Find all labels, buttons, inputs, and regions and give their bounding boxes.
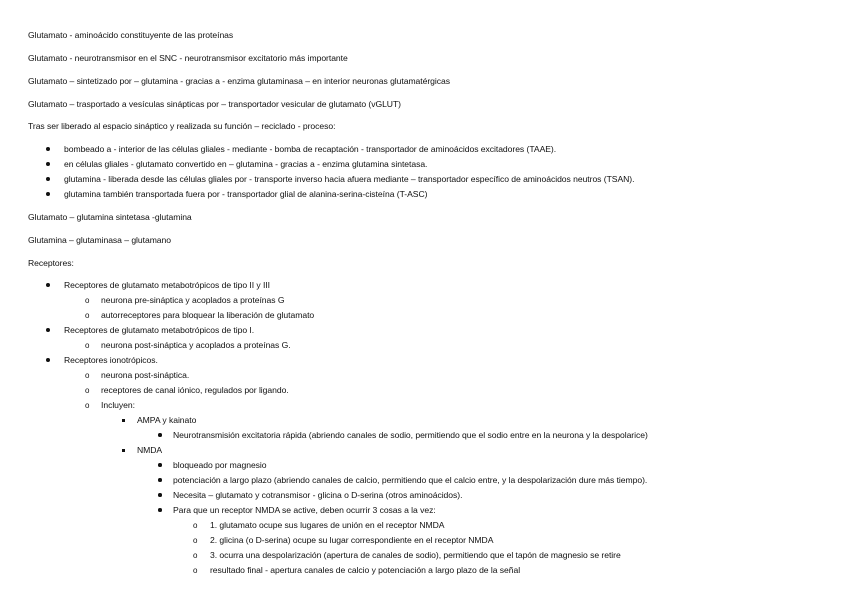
circle-bullet: o [85, 371, 90, 380]
paragraph: Glutamato - neurotransmisor en el SNC - neurotransmisor excitatorio más importante [28, 53, 348, 63]
bullet-dot [46, 147, 50, 151]
circle-bullet: o [85, 401, 90, 410]
list-item: neurona pre-sináptica y acoplados a proteínas G [101, 295, 285, 305]
paragraph: Glutamato – trasportado a vesículas sinápticas por – transportador vesicular de glutamato (vGLUT) [28, 99, 401, 109]
bullet-dot [158, 493, 162, 497]
list-item: bloqueado por magnesio [173, 460, 267, 470]
bullet-dot [46, 162, 50, 166]
paragraph: Glutamato - aminoácido constituyente de las proteínas [28, 30, 234, 40]
paragraph: Glutamato – glutamina sintetasa -glutamina [28, 212, 192, 222]
square-bullet [122, 419, 125, 422]
bullet-dot [46, 177, 50, 181]
list-item: en células gliales - glutamato convertido en – glutamina - gracias a - enzima glutamina sintetasa. [64, 159, 428, 169]
list-item: Receptores de glutamato metabotrópicos de tipo I. [64, 325, 255, 335]
circle-bullet: o [85, 296, 90, 305]
circle-bullet: o [193, 521, 198, 530]
paragraph: Tras ser liberado al espacio sináptico y realizada su función – reciclado - proceso: [28, 121, 336, 131]
bullet-dot [158, 508, 162, 512]
bullet-dot [158, 478, 162, 482]
circle-bullet: o [193, 566, 198, 575]
list-item: receptores de canal iónico, regulados por ligando. [101, 385, 289, 395]
circle-bullet: o [85, 341, 90, 350]
list-item: Incluyen: [101, 400, 135, 410]
list-item: Para que un receptor NMDA se active, deben ocurrir 3 cosas a la vez: [173, 505, 436, 515]
bullet-dot [158, 463, 162, 467]
list-item: 2. glicina (o D-serina) ocupe su lugar correspondiente en el receptor NMDA [210, 535, 494, 545]
list-item: Receptores de glutamato metabotrópicos de tipo II y III [64, 280, 271, 290]
list-item: neurona post-sináptica y acoplados a proteínas G. [101, 340, 291, 350]
list-item: Neurotransmisión excitatoria rápida (abriendo canales de sodio, permitiendo que el sodio entre en la neurona y la despolarice) [173, 430, 648, 440]
circle-bullet: o [193, 536, 198, 545]
list-item: AMPA y kainato [137, 415, 197, 425]
square-bullet [122, 449, 125, 452]
circle-bullet: o [85, 311, 90, 320]
circle-bullet: o [193, 551, 198, 560]
list-item: glutamina - liberada desde las células gliales por - transporte inverso hacia afuera mediante – transportador específico de aminoácidos neutros (TSAN). [64, 174, 635, 184]
bullet-dot [46, 358, 50, 362]
paragraph: Glutamina – glutaminasa – glutamano [28, 235, 171, 245]
bullet-dot [46, 328, 50, 332]
list-item: neurona post-sináptica. [101, 370, 190, 380]
list-item: bombeado a - interior de las células gliales - mediante - bomba de recaptación - transportador de aminoácidos excitadores (TAAE). [64, 144, 557, 154]
list-item: NMDA [137, 445, 163, 455]
list-item: resultado final - apertura canales de calcio y potenciación a largo plazo de la señal [210, 565, 521, 575]
paragraph: Receptores: [28, 258, 74, 268]
bullet-dot [46, 192, 50, 196]
bullet-dot [46, 283, 50, 287]
list-item: potenciación a largo plazo (abriendo canales de calcio, permitiendo que el calcio entre, y la despolarización dure más tiempo). [173, 475, 648, 485]
list-item: glutamina también transportada fuera por - transportador glial de alanina-serina-cisteína (T-ASC) [64, 189, 428, 199]
list-item: Receptores ionotrópicos. [64, 355, 158, 365]
list-item: autorreceptores para bloquear la liberación de glutamato [101, 310, 315, 320]
paragraph: Glutamato – sintetizado por – glutamina - gracias a - enzima glutaminasa – en interior neuronas glutamatérgicas [28, 76, 450, 86]
list-item: Necesita – glutamato y cotransmisor - glicina o D-serina (otros aminoácidos). [173, 490, 463, 500]
list-item: 3. ocurra una despolarización (apertura de canales de sodio), permitiendo que el tapón de magnesio se retire [210, 550, 621, 560]
circle-bullet: o [85, 386, 90, 395]
list-item: 1. glutamato ocupe sus lugares de unión en el receptor NMDA [210, 520, 445, 530]
bullet-dot [158, 433, 162, 437]
